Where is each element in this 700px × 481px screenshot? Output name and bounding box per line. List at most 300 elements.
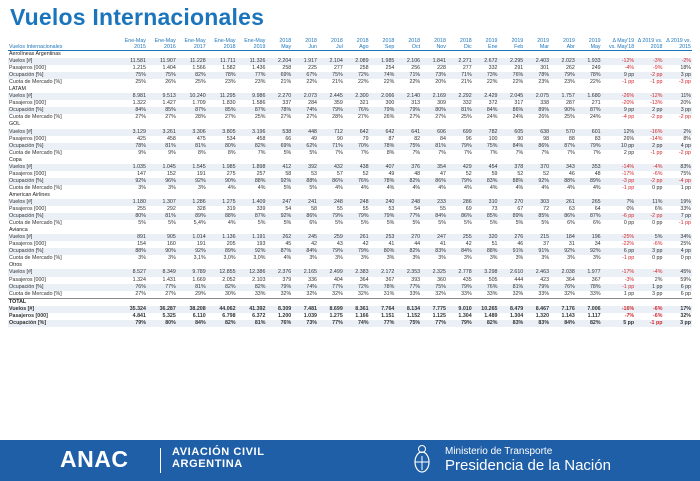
table-row (8, 129, 692, 136)
row-label: Vuelos [#] (8, 199, 117, 206)
value-cell: 458 (256, 135, 266, 142)
value-cell: 28% (332, 114, 343, 121)
value-cell: 6% (309, 220, 317, 227)
value-cell: 86% (421, 178, 447, 185)
value-cell: 55 (336, 206, 343, 213)
value-cell: 4% (227, 220, 236, 227)
value-cell: 275 (226, 170, 236, 177)
value-cell: 22% (589, 79, 601, 86)
table-row (8, 241, 692, 248)
value-cell: 83% (473, 178, 499, 185)
value-cell: 379 (282, 276, 292, 283)
value-cell: 3.805 (207, 129, 237, 136)
delta-cell: 75% (680, 170, 691, 177)
delta-cell: 1 pp (635, 284, 663, 291)
value-cell: 41 (440, 241, 446, 248)
value-cell: 378 (498, 164, 524, 171)
value-cell: 26% (165, 79, 176, 86)
value-cell: 81% (447, 107, 473, 114)
value-cell: 64 (594, 206, 601, 213)
value-cell: 372 (488, 100, 498, 107)
row-label: Cuota de Mercado [%] (9, 184, 62, 191)
value-cell: 1.489 (484, 312, 498, 319)
value-cell: 82% (237, 284, 267, 291)
value-cell: 905 (147, 234, 177, 241)
value-cell: 79% (447, 143, 473, 150)
value-cell: 77% (395, 284, 421, 291)
value-cell: 1.898 (237, 164, 267, 171)
column-header: 2018 Jul (318, 36, 344, 51)
value-cell: 1.977 (576, 269, 602, 276)
value-cell: 1.152 (406, 312, 421, 319)
value-cell: 3,0% (253, 255, 266, 262)
value-cell: 444 (514, 276, 524, 283)
table-row (8, 320, 692, 327)
value-cell: 184 (550, 234, 576, 241)
delta-cell: 4 pp (663, 248, 692, 255)
row-label: Vuelos [#] (8, 306, 117, 313)
value-cell: 5% (138, 220, 146, 227)
value-cell: 261 (550, 199, 576, 206)
value-cell: 92% (177, 248, 207, 255)
value-cell: 5,4% (193, 220, 206, 227)
value-cell: 22% (306, 79, 317, 86)
value-cell: 52 (362, 170, 369, 177)
delta-cell: 20% (680, 100, 691, 107)
value-cell: 248 (344, 199, 370, 206)
value-cell: 4% (541, 184, 550, 191)
delta-cell: 2 pp (635, 107, 663, 114)
value-cell: 77% (421, 320, 447, 327)
value-cell: 88% (292, 178, 318, 185)
value-cell: 1.191 (237, 234, 267, 241)
value-cell: 79% (266, 284, 292, 291)
value-cell: 233 (421, 199, 447, 206)
value-cell: 23% (254, 79, 266, 86)
delta-cell: -9% (653, 65, 663, 72)
table-row (8, 313, 692, 320)
value-cell: 85% (207, 107, 237, 114)
value-cell: 354 (421, 164, 447, 171)
value-cell: 5% (257, 220, 266, 227)
delta-cell: 83% (663, 164, 692, 171)
value-cell: 77% (395, 213, 421, 220)
value-cell: 80% (370, 248, 396, 255)
value-cell: 423 (540, 276, 550, 283)
value-cell: 1.582 (222, 65, 236, 72)
value-cell: 225 (308, 65, 317, 72)
value-cell: 89% (524, 107, 550, 114)
value-cell: 83% (498, 320, 524, 327)
value-cell: 83% (421, 248, 447, 255)
value-cell: 2.073 (292, 93, 318, 100)
value-cell: 32% (306, 290, 317, 297)
value-cell: 43 (336, 241, 343, 248)
value-cell: 1.125 (432, 312, 446, 319)
delta-cell: -1 pp (678, 220, 691, 227)
delta-cell: -4 pp (622, 114, 635, 121)
group-header-row (8, 121, 692, 128)
value-cell: 76% (266, 320, 292, 327)
value-cell: 59 (491, 170, 498, 177)
delta-cell: 1 pp (680, 184, 691, 191)
value-cell: 270 (498, 199, 524, 206)
table-row (8, 185, 692, 192)
value-cell: 538 (266, 129, 292, 136)
value-cell: 87% (550, 143, 576, 150)
value-cell: 92% (117, 178, 147, 185)
delta-cell: 0% (626, 206, 635, 213)
value-cell: 90% (147, 248, 177, 255)
value-cell: 7% (335, 149, 343, 156)
value-cell: 73% (473, 72, 499, 79)
delta-cell: 0 pp (680, 255, 691, 262)
delta-cell: 0 pp (652, 184, 663, 191)
group-header-row (8, 86, 692, 93)
table-row (8, 93, 692, 100)
value-cell: 85% (147, 107, 177, 114)
value-cell: 240 (370, 199, 396, 206)
delta-cell: 9 pp (602, 72, 636, 79)
value-cell: 82% (473, 320, 499, 327)
value-cell: 300 (385, 100, 395, 107)
value-cell: 86% (524, 143, 550, 150)
delta-cell: -6 pp (602, 213, 636, 220)
delta-cell: -2 pp (678, 149, 691, 156)
value-cell: 74% (292, 107, 318, 114)
delta-cell: -3 pp (678, 79, 691, 86)
value-cell: 25% (254, 114, 266, 121)
value-cell: 79 (362, 135, 369, 142)
value-cell: 2.271 (447, 58, 473, 65)
column-header: 2018 Dic (447, 36, 473, 51)
value-cell: 49 (311, 135, 317, 142)
table-row (8, 114, 692, 121)
value-cell: 42 (311, 241, 317, 248)
value-cell: 3% (592, 255, 601, 262)
value-cell: 601 (576, 129, 602, 136)
value-cell: 5% (438, 220, 446, 227)
value-cell: 8.981 (117, 93, 147, 100)
row-label: Cuota de Mercado [%] (9, 255, 62, 262)
delta-cell: 0 pp (652, 220, 663, 227)
value-cell: 4% (386, 184, 395, 191)
value-cell: 37 (543, 241, 550, 248)
value-cell: 160 (166, 241, 176, 248)
value-cell: 5.325 (162, 312, 176, 319)
value-cell: 5% (515, 220, 524, 227)
row-label: Ocupación [%] (8, 213, 117, 220)
value-cell: 78% (576, 284, 602, 291)
value-cell: 5% (309, 149, 317, 156)
value-cell: 3% (386, 255, 395, 262)
value-cell: 33% (254, 290, 266, 297)
value-cell: 393 (411, 276, 421, 283)
page-title: Vuelos Internacionales (10, 4, 265, 30)
value-cell: 4.841 (132, 312, 146, 319)
delta-cell: 2% (663, 129, 692, 136)
value-cell: 364 (565, 276, 575, 283)
value-cell: 82% (207, 284, 237, 291)
value-cell: 71% (395, 72, 421, 79)
value-cell: 1.985 (370, 58, 396, 65)
value-cell: 86% (550, 213, 576, 220)
value-cell: 154 (137, 241, 146, 248)
value-cell: 24% (486, 114, 498, 121)
row-label: Cuota de Mercado [%] (9, 220, 62, 227)
value-cell: 84% (498, 143, 524, 150)
value-cell: 80% (207, 143, 237, 150)
table-row (8, 199, 692, 206)
column-header-label: Vuelos Internacionales (8, 36, 117, 51)
delta-cell: -12% (602, 58, 636, 65)
group-name: Otros (9, 262, 22, 269)
value-cell: 76% (117, 284, 147, 291)
delta-cell: 3 pp (652, 290, 663, 297)
value-cell: 1.117 (587, 312, 601, 319)
value-cell: 338 (540, 100, 550, 107)
delta-cell: 2 pp (635, 143, 663, 150)
value-cell: 31 (568, 241, 575, 248)
value-cell: 83 (594, 135, 601, 142)
value-cell: 3,0% (223, 255, 236, 262)
table-row (8, 255, 692, 262)
value-cell: 5% (283, 184, 292, 191)
value-cell: 84% (473, 107, 499, 114)
value-cell: 364 (359, 276, 369, 283)
value-cell: 8.309 (266, 306, 292, 313)
delta-cell: -25% (602, 234, 636, 241)
row-label: Ocupación [%] (8, 248, 117, 255)
value-cell: 23% (224, 79, 236, 86)
value-cell: 96% (147, 178, 177, 185)
value-cell: 8.349 (147, 269, 177, 276)
table-row (8, 206, 692, 213)
value-cell: 79% (576, 143, 602, 150)
value-cell: 1.545 (177, 164, 207, 171)
value-cell: 26% (383, 114, 395, 121)
value-cell: 7% (360, 149, 369, 156)
delta-cell: 6 pp (680, 290, 691, 297)
delta-cell: 7% (602, 199, 636, 206)
table-row (8, 220, 692, 227)
value-cell: 1.566 (192, 65, 206, 72)
value-cell: 3% (360, 255, 369, 262)
delta-cell: 3 pp (663, 320, 692, 327)
value-cell: 88% (117, 248, 147, 255)
value-cell: 8% (198, 149, 206, 156)
value-cell: 32% (564, 290, 575, 297)
value-cell: 12.386 (237, 269, 267, 276)
delta-cell: -2 pp (635, 178, 663, 185)
value-cell: 343 (550, 164, 576, 171)
value-cell: 2.089 (344, 58, 370, 65)
value-cell: 22% (486, 79, 498, 86)
value-cell: 1.669 (192, 276, 206, 283)
delta-cell: -12% (635, 93, 663, 100)
value-cell: 79% (370, 213, 396, 220)
aviacion-civil-text (172, 446, 265, 470)
delta-cell: -2 pp (635, 72, 663, 79)
value-cell: 90 (517, 135, 524, 142)
table-row (8, 100, 692, 107)
value-cell: 319 (226, 206, 236, 213)
delta-cell: -6% (635, 306, 663, 313)
value-cell: 2.610 (498, 269, 524, 276)
value-cell: 359 (333, 100, 343, 107)
value-cell: 21% (280, 79, 292, 86)
value-cell: 87% (237, 107, 267, 114)
value-cell: 52 (543, 170, 550, 177)
value-cell: 12.855 (207, 269, 237, 276)
value-cell: 255 (447, 234, 473, 241)
value-cell: 7% (412, 149, 421, 156)
value-cell: 44.062 (207, 306, 237, 313)
value-cell: 88% (473, 248, 499, 255)
value-cell: 332 (488, 65, 498, 72)
value-cell: 2.376 (266, 269, 292, 276)
group-header-row (8, 227, 692, 234)
value-cell: 3% (541, 255, 550, 262)
value-cell: 638 (524, 129, 550, 136)
value-cell: 22% (357, 79, 369, 86)
value-cell: 36.287 (147, 306, 177, 313)
value-cell: 2.075 (524, 93, 550, 100)
value-cell: 44 (414, 241, 421, 248)
value-cell: 79% (370, 107, 396, 114)
value-cell: 3% (309, 255, 317, 262)
value-cell: 4% (515, 184, 524, 191)
value-cell: 77% (237, 72, 267, 79)
value-cell: 392 (292, 164, 318, 171)
value-cell: 1.431 (162, 276, 176, 283)
value-cell: 22% (512, 79, 524, 86)
value-cell: 1.436 (252, 65, 266, 72)
value-cell: 32% (512, 290, 524, 297)
value-cell: 2.204 (266, 58, 292, 65)
delta-cell: -13% (650, 100, 663, 107)
value-cell: 81% (147, 143, 177, 150)
value-cell: 2.429 (473, 93, 499, 100)
value-cell: 30% (224, 290, 236, 297)
value-cell: 1.286 (177, 199, 207, 206)
value-cell: 4% (592, 184, 601, 191)
value-cell: 1.757 (550, 93, 576, 100)
value-cell: 24% (512, 114, 524, 121)
value-cell: 228 (437, 65, 446, 72)
value-cell: 28% (195, 114, 206, 121)
value-cell: 27% (165, 290, 176, 297)
value-cell: 27% (135, 114, 146, 121)
value-cell: 73% (292, 320, 318, 327)
value-cell: 438 (344, 164, 370, 171)
delta-cell: 11% (635, 199, 663, 206)
value-cell: 76% (344, 107, 370, 114)
value-cell: 370 (524, 164, 550, 171)
value-cell: 271 (591, 100, 601, 107)
value-cell: 71% (318, 143, 344, 150)
value-cell: 74% (292, 284, 318, 291)
value-cell: 3% (464, 255, 472, 262)
value-cell: 6% (592, 220, 601, 227)
value-cell: 67 (517, 206, 524, 213)
value-cell: 1.304 (458, 312, 472, 319)
value-cell: 258 (282, 65, 292, 72)
flights-table (8, 36, 692, 327)
value-cell: 3.129 (117, 129, 147, 136)
delta-cell: 25% (680, 241, 691, 248)
value-cell: 78% (370, 178, 396, 185)
value-cell: 76% (550, 284, 576, 291)
table-row (8, 234, 692, 241)
value-cell: 92% (237, 248, 267, 255)
value-cell: 475 (196, 135, 206, 142)
value-cell: 83% (524, 320, 550, 327)
value-cell: 8.134 (395, 306, 421, 313)
group-name: GOL (9, 121, 21, 128)
value-cell: 404 (333, 276, 343, 283)
value-cell: 3% (515, 255, 524, 262)
value-cell: 1.320 (535, 312, 550, 319)
value-cell: 265 (576, 199, 602, 206)
value-cell: 3% (138, 184, 146, 191)
value-cell: 309 (437, 100, 446, 107)
value-cell: 57 (336, 170, 343, 177)
value-cell: 85% (524, 213, 550, 220)
value-cell: 205 (226, 241, 236, 248)
value-cell: 642 (370, 129, 396, 136)
delta-cell: 32% (680, 312, 691, 319)
table-row (8, 248, 692, 255)
value-cell: 1.404 (162, 65, 176, 72)
delta-cell: -17% (602, 269, 636, 276)
column-header: 2019 May (576, 36, 602, 51)
value-cell: 301 (540, 65, 550, 72)
value-cell: 78% (370, 143, 396, 150)
value-cell: 88 (568, 135, 575, 142)
value-cell: 9% (138, 149, 146, 156)
delta-cell: 1 pp (623, 290, 635, 297)
table-row (8, 150, 692, 157)
value-cell: 72% (344, 284, 370, 291)
value-cell: 79% (344, 213, 370, 220)
delta-cell: 59% (680, 276, 691, 283)
value-cell: 73 (491, 206, 498, 213)
value-cell: 1.275 (207, 199, 237, 206)
value-cell: 4% (489, 184, 498, 191)
value-cell: 79% (344, 248, 370, 255)
value-cell: 78% (524, 72, 550, 79)
row-label: Ocupación [%] (8, 143, 117, 150)
value-cell: 10.265 (473, 306, 499, 313)
value-cell: 2.463 (524, 269, 550, 276)
value-cell: 86% (292, 213, 318, 220)
value-cell: 332 (462, 100, 472, 107)
value-cell: 11.711 (207, 58, 237, 65)
delta-cell: -4 pp (663, 178, 692, 185)
row-label: Vuelos [#] (8, 234, 117, 241)
value-cell: 58 (311, 206, 317, 213)
delta-cell: 6 pp (663, 284, 692, 291)
value-cell: 47 (440, 170, 446, 177)
value-cell: 89% (177, 213, 207, 220)
delta-cell: -2 pp (678, 114, 691, 121)
value-cell: 6% (567, 220, 575, 227)
value-cell: 270 (395, 234, 421, 241)
value-cell: 85% (473, 213, 499, 220)
table-row (8, 58, 692, 65)
value-cell: 339 (256, 206, 266, 213)
